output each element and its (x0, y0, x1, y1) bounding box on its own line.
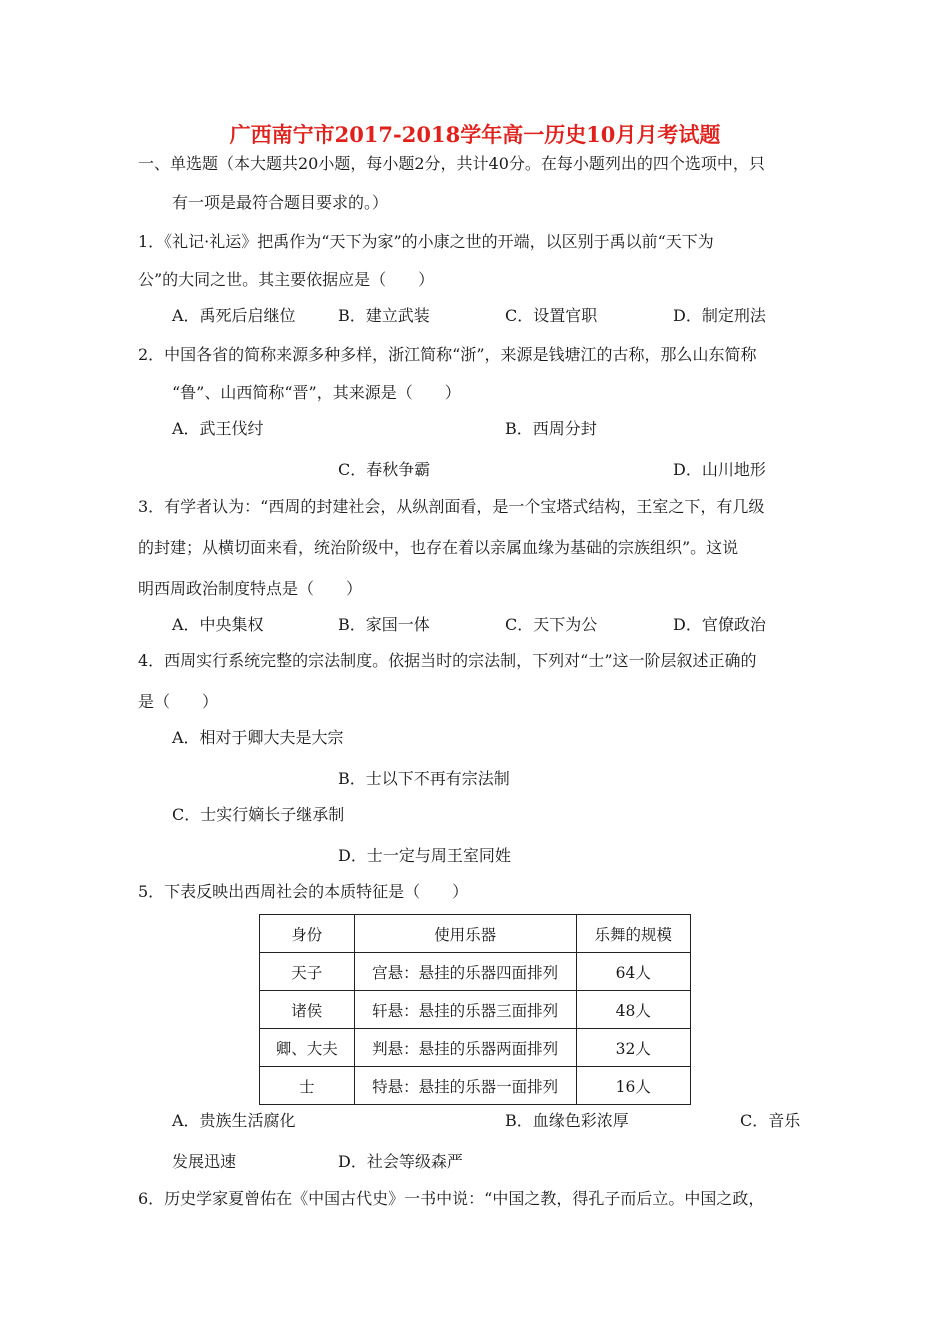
table-header: 乐舞的规模 (576, 915, 690, 953)
q2-option-b: B．西周分封 (505, 419, 597, 438)
q4-stem-cont: 是（ ） (138, 692, 219, 711)
q6-stem: 6．历史学家夏曾佑在《中国古代史》一书中说：“中国之教，得孔子而后立。中国之政， (138, 1189, 765, 1208)
q2-stem: 2．中国各省的简称来源多种多样，浙江简称“浙”，来源是钱塘江的古称，那么山东简称 (138, 345, 757, 364)
q1-stem-cont: 公”的大同之世。其主要依据应是（ ） (138, 270, 435, 289)
table-row (260, 953, 691, 991)
table-cell: 士 (260, 1067, 355, 1105)
q5-stem: 5．下表反映出西周社会的本质特征是（ ） (138, 882, 469, 901)
section-heading-cont: 有一项是最符合题目要求的。） (172, 193, 389, 212)
table-cell: 宫悬：悬挂的乐器四面排列 (354, 953, 576, 991)
q5-option-a: A．贵族生活腐化 (172, 1111, 296, 1130)
table-cell: 64人 (576, 953, 690, 991)
table-cell: 卿、大夫 (260, 1029, 355, 1067)
q1-option-a: A．禹死后启继位 (172, 306, 296, 325)
table-cell: 诸侯 (260, 991, 355, 1029)
q4-option-a: A．相对于卿大夫是大宗 (172, 728, 344, 747)
q4-stem: 4．西周实行系统完整的宗法制度。依据当时的宗法制，下列对“士”这一阶层叙述正确的 (138, 651, 757, 670)
table-header-row (260, 915, 691, 953)
q3-option-b: B．家国一体 (338, 615, 430, 634)
q1-stem: 1．《礼记·礼运》把禹作为“天下为家”的小康之世的开端，以区别于禹以前“天下为 (138, 232, 714, 251)
table-header: 使用乐器 (354, 915, 576, 953)
table-cell: 48人 (576, 991, 690, 1029)
q3-stem: 3．有学者认为：“西周的封建社会，从纵剖面看，是一个宝塔式结构，王室之下，有几级 (138, 497, 765, 516)
page-title: 广西南宁市2017-2018学年高一历史10月月考试题 (229, 122, 721, 147)
table-cell: 轩悬：悬挂的乐器三面排列 (354, 991, 576, 1029)
table-cell: 特悬：悬挂的乐器一面排列 (354, 1067, 576, 1105)
q4-option-d: D．士一定与周王室同姓 (338, 846, 511, 865)
q1-option-c: C．设置官职 (505, 306, 598, 325)
table-cell: 判悬：悬挂的乐器两面排列 (354, 1029, 576, 1067)
q1-option-b: B．建立武装 (338, 306, 430, 325)
q4-option-b: B．士以下不再有宗法制 (338, 769, 510, 788)
q5-option-d: D．社会等级森严 (338, 1152, 463, 1171)
q5-option-b: B．血缘色彩浓厚 (505, 1111, 629, 1130)
q2-option-a: A．武王伐纣 (172, 419, 264, 438)
q5-option-c: C．音乐 (740, 1111, 801, 1130)
q2-stem-cont: “鲁”、山西简称“晋”，其来源是（ ） (172, 383, 461, 402)
q1-option-d: D．制定刑法 (673, 306, 766, 325)
q3-stem-cont: 的封建；从横切面来看，统治阶级中，也存在着以亲属血缘为基础的宗族组织”。这说 (138, 538, 739, 557)
q3-option-d: D．官僚政治 (673, 615, 766, 634)
table-cell: 32人 (576, 1029, 690, 1067)
q3-stem-cont2: 明西周政治制度特点是（ ） (138, 579, 363, 598)
table-row (260, 991, 691, 1029)
q2-option-d: D．山川地形 (673, 460, 766, 479)
q3-option-c: C．天下为公 (505, 615, 598, 634)
table-row (260, 1029, 691, 1067)
q4-option-c: C．士实行嫡长子继承制 (172, 805, 345, 824)
table-cell: 16人 (576, 1067, 690, 1105)
table-header: 身份 (260, 915, 355, 953)
q3-option-a: A．中央集权 (172, 615, 264, 634)
ritual-music-table (259, 914, 691, 1105)
table-cell: 天子 (260, 953, 355, 991)
q5-option-c-cont: 发展迅速 (172, 1152, 237, 1171)
table-row (260, 1067, 691, 1105)
section-heading: 一、单选题（本大题共20小题，每小题2分，共计40分。在每小题列出的四个选项中，只 (138, 154, 765, 173)
q2-option-c: C．春秋争霸 (338, 460, 431, 479)
